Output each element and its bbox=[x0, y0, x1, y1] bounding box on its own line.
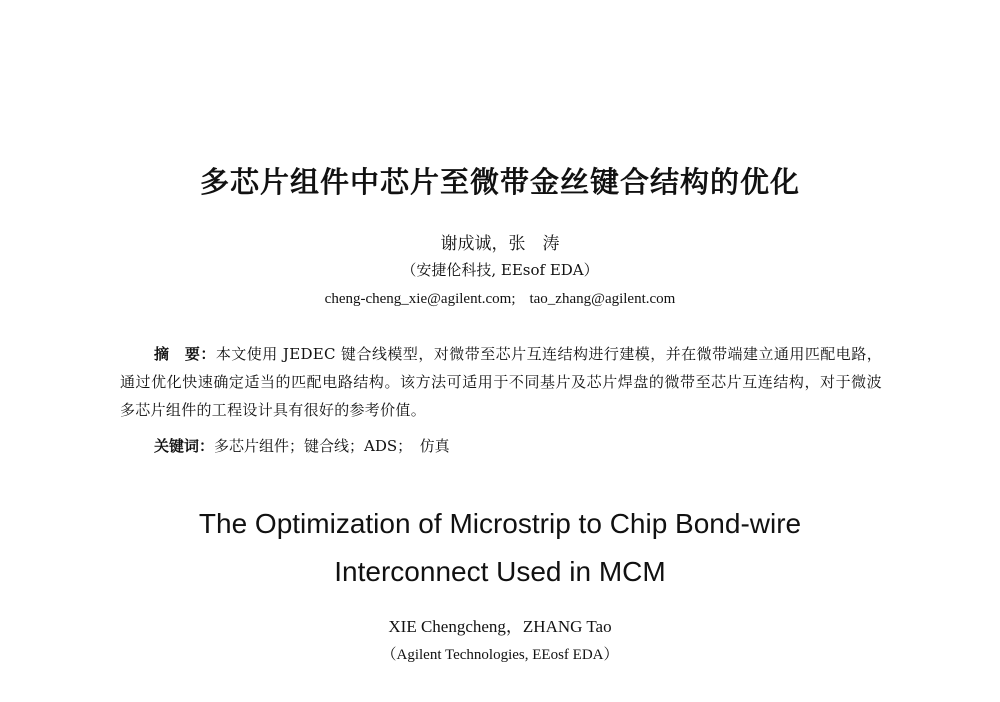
english-title bbox=[0, 500, 1000, 596]
english-affiliation: （Agilent Technologies, EEosf EDA） bbox=[381, 647, 619, 663]
english-title-line-1: The Optimization of Microstrip to Chip Bond-wire bbox=[198, 508, 802, 539]
email-xie: cheng-cheng_xie@agilent.com; bbox=[324, 291, 516, 307]
abstract-text: 本文使用 JEDEC 键合线模型，对微带至芯片互连结构进行建模，并在微带端建立通用匹配电路，通过优化快速确定适当的匹配电路结构。该方法可适用于不同基片及芯片焊盘的微带至芯片互连结构，对于微波多芯片组件的工程设计具有很好的参考价值。 bbox=[120, 345, 882, 419]
english-title-line-2: Interconnect Used in MCM bbox=[334, 556, 666, 587]
keywords-label: 关键词： bbox=[154, 437, 215, 455]
chinese-authors: 谢成诚，张 涛 bbox=[440, 234, 560, 254]
chinese-abstract bbox=[120, 340, 882, 424]
author-emails bbox=[0, 291, 1000, 308]
chinese-affiliation: （安捷伦科技, EEsof EDA） bbox=[401, 261, 599, 279]
email-zhang: tao_zhang@agilent.com bbox=[529, 291, 676, 307]
chinese-keywords bbox=[154, 435, 450, 456]
english-authors: XIE Chengcheng，ZHANG Tao bbox=[388, 617, 612, 636]
abstract-label: 摘 要： bbox=[154, 345, 216, 363]
keywords-text: 多芯片组件；键合线；ADS； 仿真 bbox=[214, 437, 450, 455]
chinese-title: 多芯片组件中芯片至微带金丝键合结构的优化 bbox=[199, 165, 800, 199]
